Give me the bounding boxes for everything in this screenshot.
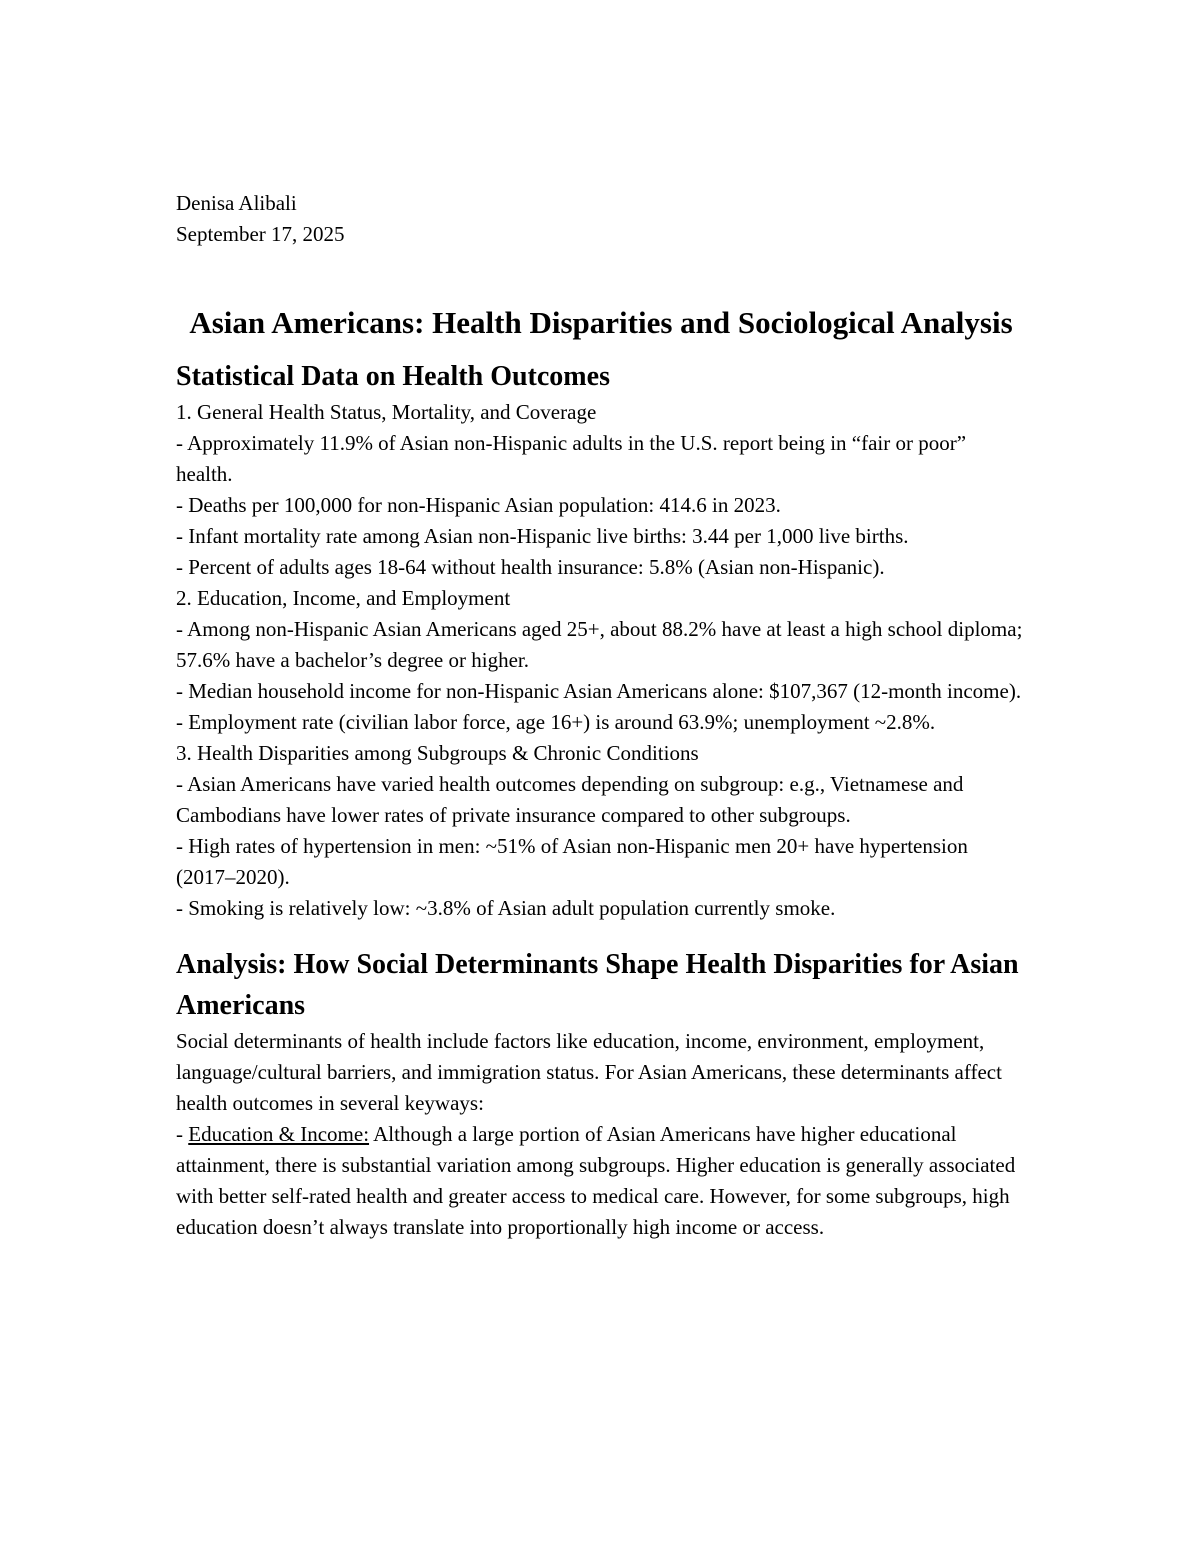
bullet-label-underlined: Education & Income: <box>188 1122 370 1146</box>
bullet-prefix: - <box>176 1122 189 1146</box>
document-title: Asian Americans: Health Disparities and Sociological Analysis <box>189 305 1013 340</box>
list-item: - Median household income for non-Hispanic Asian Americans alone: $107,367 (12-month income). <box>176 679 1022 703</box>
document-date: September 17, 2025 <box>176 222 345 246</box>
list-item: - Among non-Hispanic Asian Americans aged 25+, about 88.2% have at least a high school diploma; 57.6% have a bachelor’s degree or higher. <box>176 617 1023 672</box>
bullet-text: Although a large portion of Asian Americans have higher educational attainment, there is substantial variation among subgroups. Higher education is generally associated with better self-rated health and greater access to medical care. However, for some subgroups, high education doesn’t always translate into proportionally high income or access. <box>176 1122 1016 1239</box>
section-heading-analysis: Analysis: How Social Determinants Shape Health Disparities for Asian Americans <box>176 949 1019 1021</box>
list-heading-education-income: 2. Education, Income, and Employment <box>176 586 511 610</box>
list-item: - Deaths per 100,000 for non-Hispanic Asian population: 414.6 in 2023. <box>176 493 781 517</box>
list-item: - Employment rate (civilian labor force, age 16+) is around 63.9%; unemployment ~2.8%. <box>176 710 936 734</box>
document-body <box>176 188 1026 1243</box>
list-item: - High rates of hypertension in men: ~51% of Asian non-Hispanic men 20+ have hypertension (2017–2020). <box>176 834 968 889</box>
list-item: - Infant mortality rate among Asian non-Hispanic live births: 3.44 per 1,000 live births. <box>176 524 909 548</box>
list-heading-subgroups: 3. Health Disparities among Subgroups & Chronic Conditions <box>176 741 699 765</box>
list-item: - Percent of adults ages 18-64 without health insurance: 5.8% (Asian non-Hispanic). <box>176 555 885 579</box>
author-name: Denisa Alibali <box>176 191 297 215</box>
analysis-intro-paragraph: Social determinants of health include factors like education, income, environment, employment, language/cultural barriers, and immigration status. For Asian Americans, these determinants affect health outcomes in several keyways: <box>176 1029 1002 1115</box>
list-item: - Approximately 11.9% of Asian non-Hispanic adults in the U.S. report being in “fair or poor” health. <box>176 431 967 486</box>
section-heading-statistics: Statistical Data on Health Outcomes <box>176 361 610 392</box>
list-item: - Asian Americans have varied health outcomes depending on subgroup: e.g., Vietnamese and Cambodians have lower rates of private insurance compared to other subgroups. <box>176 772 964 827</box>
analysis-bullet-education-income <box>176 1119 1026 1243</box>
list-item: - Smoking is relatively low: ~3.8% of Asian adult population currently smoke. <box>176 896 836 920</box>
list-heading-general-health: 1. General Health Status, Mortality, and Coverage <box>176 400 597 424</box>
